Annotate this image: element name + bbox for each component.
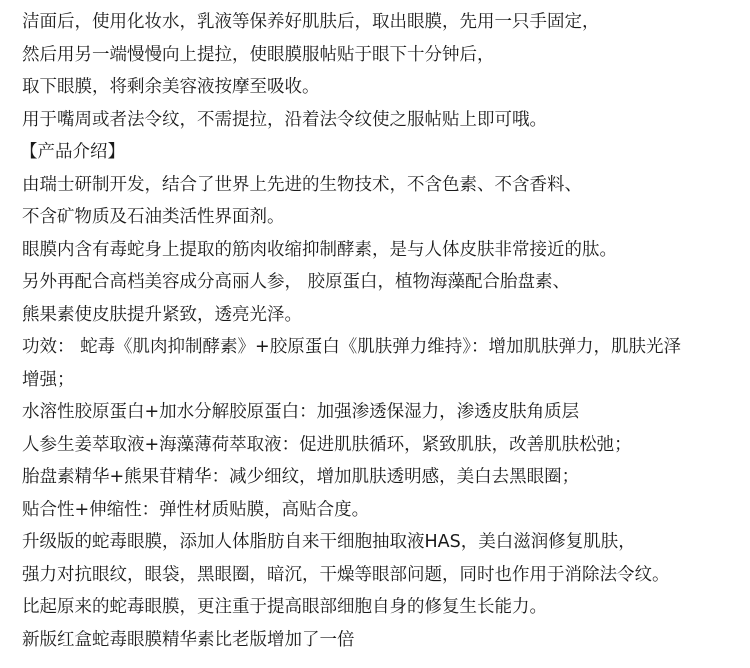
text-line: 强力对抗眼纹，眼袋，黑眼圈，暗沉，干燥等眼部问题，同时也作用于消除法令纹。 (22, 564, 670, 585)
text-line: 取下眼膜，将剩余美容液按摩至吸收。 (22, 77, 320, 97)
text-line: 胎盘素精华+熊果苷精华：减少细纹，增加肌肤透明感，美白去黑眼圈； (22, 467, 580, 487)
text-line: 贴合性+伸缩性：弹性材质贴膜，高贴合度。 (22, 499, 370, 520)
text-line: 另外再配合高档美容成分高丽人参， 胶原蛋白，植物海藻配合胎盘素、 (22, 272, 571, 292)
section-heading: 【产品介绍】 (20, 142, 125, 162)
text-line: 增强； (22, 369, 75, 390)
text-line: 然后用另一端慢慢向上提拉，使眼膜服帖贴于眼下十分钟后， (22, 44, 495, 65)
text-line: 由瑞士研制开发，结合了世界上先进的生物技术，不含色素、不含香料、 (22, 174, 582, 195)
text-line: 熊果素使皮肤提升紧致，透亮光泽。 (22, 304, 302, 325)
text-line: 升级版的蛇毒眼膜，添加人体脂肪自来干细胞抽取液HAS，美白滋润修复肌肤， (22, 532, 636, 552)
text-line: 洁面后，使用化妆水，乳液等保养好肌肤后，取出眼膜，先用一只手固定， (22, 12, 600, 32)
text-body (22, 6, 746, 656)
text-line: 水溶性胶原蛋白+加水分解胶原蛋白：加强渗透保湿力，渗透皮肤角质层 (22, 402, 580, 422)
text-line: 用于嘴周或者法令纹，不需提拉，沿着法令纹使之服帖贴上即可哦。 (22, 109, 547, 130)
text-line: 人参生姜萃取液+海藻薄荷萃取液：促进肌肤循环，紧致肌肤，改善肌肤松弛； (22, 434, 632, 455)
text-line: 功效： 蛇毒《肌肉抑制酵素》+胶原蛋白《肌肤弹力维持》：增加肌肤弹力，肌肤光泽 (22, 337, 681, 357)
text-line: 新版红盒蛇毒眼膜精华素比老版增加了一倍 (22, 629, 355, 650)
text-line: 眼膜内含有毒蛇身上提取的筋肉收缩抑制酵素，是与人体皮肤非常接近的肽。 (22, 239, 617, 260)
text-line: 比起原来的蛇毒眼膜，更注重于提高眼部细胞自身的修复生长能力。 (22, 597, 547, 617)
text-line: 不含矿物质及石油类活性界面剂。 (22, 207, 285, 227)
